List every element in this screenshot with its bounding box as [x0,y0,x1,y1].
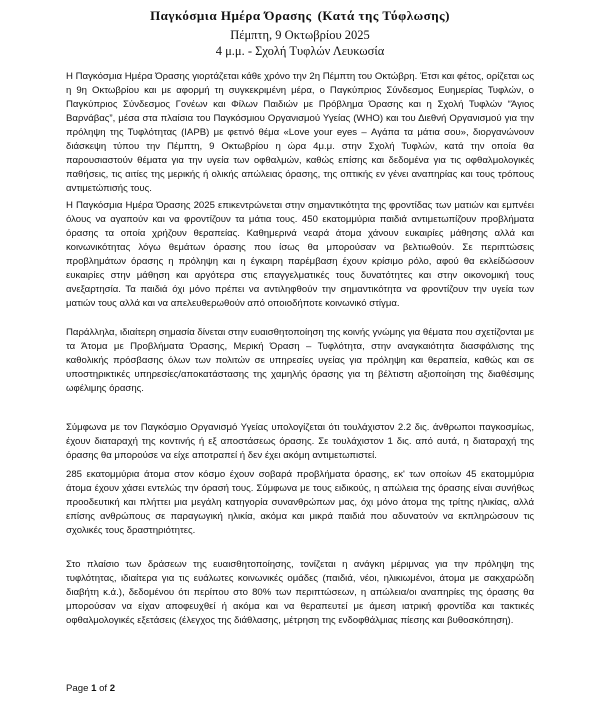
event-date: Πέμπτη, 9 Οκτωβρίου 2025 [230,28,370,42]
page-number [66,683,115,694]
page-current: 1 [91,683,97,694]
paragraph-3: Παράλληλα, ιδιαίτερη σημασία δίνεται στην ευαισθητοποίηση της κοινής γνώμης για θέματα που σχετίζονται με τα Άτομα με Προβλήματα Όρασης, Μερική Όραση – Τυφλότητα, στην αναγκαιότητα διασφάλισης της καθολικής πρόσβασης όλων των πολιτών σε υπηρεσίες υγείας για πρόληψη και θεραπεία, καθώς και σε υποστηρικτικές υπηρεσίες/αποκατάστασης της χαμηλής όρασης για τη βέλτιστη αξιοποίηση της διαθέσιμης ωφέλιμης όρασης. [66,327,534,394]
page-word: Page [66,683,89,694]
document-title [0,8,600,24]
page-total: 2 [109,683,116,694]
paragraph-6: Στο πλαίσιο των δράσεων της ευαισθητοποίησης, τονίζεται η ανάγκη μέριμνας για την πρόληψη της τυφλότητας, ιδιαίτερα για τις ευάλωτες κοινωνικές ομάδες (παιδιά, νέοι, ηλικιωμένοι, άτομα με σακχαρώδη διαβήτη κ.ά.), δεδομένου ότι περίπου στο 80% των περιπτώσεων, η απώλεια/οι αναπηρίες της όρασης θα μπορούσαν να είχαν αποφευχθεί ή ακόμα και να θεραπευτεί με άμεση ιατρική φροντίδα και τακτικές οφθαλμολογικές εξετάσεις (έλεγχος της διάθλασης, μέτρηση της ενδοφθάλμιας πίεσης και βυθοσκόπηση). [66,559,534,626]
title-parenthetical: (Κατά της Τύφλωσης) [317,8,450,23]
title-main: Παγκόσμια Ημέρα Όρασης [150,8,312,23]
paragraph-4: Σύμφωνα με τον Παγκόσμιο Οργανισμό Υγείας υπολογίζεται ότι τουλάχιστον 2.2 δις. άνθρωποι παγκοσμίως, έχουν διαταραχή της κοντινής ή εξ αποστάσεως όρασης. Σε τουλάχιστον 1 δις. από αυτά, η διαταραχή της όρασης θα μπορούσε να είχε αποτραπεί ή δεν έχει ακόμη αντιμετωπιστεί. [66,422,534,461]
paragraph-5: 285 εκατομμύρια άτομα στον κόσμο έχουν σοβαρά προβλήματα όρασης, εκ' των οποίων 45 εκατομμύρια άτομα έχουν χάσει εντελώς την όρασή τους. Σύμφωνα με τους ειδικούς, η απώλεια της όρασης είναι συνήθως προοδευτική και πλήττει μια μεγάλη κατηγορία συνανθρώπων μας, όχι μόνο άτομα της τρίτης ηλικίας, αλλά επίσης ανθρώπους σε παραγωγική ηλικία, ακόμα και μικρά παιδιά που αδυνατούν να εκπληρώσουν τις σχολικές τους δραστηριότητες. [66,469,534,536]
event-time-location: 4 μ.μ. - Σχολή Τυφλών Λευκωσία [215,44,385,58]
paragraph-2: Η Παγκόσμια Ημέρα Όρασης 2025 επικεντρώνεται στην σημαντικότητα της φροντίδας των ματιών και εμπνέει όλους να αγαπούν και να φροντίζουν τα μάτια τους. 450 εκατομμύρια παιδιά αντιμετωπίζουν προβλήματα όρασης τα οποία χρήζουν θεραπείας. Καθημερινά νεαρά άτομα χάνουν ευκαιρίες μάθησης αλλά και κοινωνικότητας λόγω θεμάτων όρασης που ίσως θα μπορούσαν να βελτιωθούν. Σε περιπτώσεις προβλημάτων όρασης η πρόληψη και η έγκαιρη παρέμβαση έχουν κρίσιμο ρόλο, αφού θα εκλείδώσουν ευκαιρίες στην μάθηση και αργότερα στις επαγγελματικές τους δυνατότητες και στην οικονομική τους ανεξαρτησία. Τα παιδιά όχι μόνο πρέπει να αντιληφθούν την σημαντικότητα να φροντίζουν την υγεία των ματιών τους αλλά και να απελευθερωθούν από οποιοδήποτε κοινωνικό στίγμα. [66,200,534,309]
paragraph-1: Η Παγκόσμια Ημέρα Όρασης γιορτάζεται κάθε χρόνο την 2η Πέμπτη του Οκτώβρη. Έτσι και φέτος, ορίζεται ως η 9η Οκτωβρίου και με αφορμή τη συγκεκριμένη μέρα, ο Παγκύπριος Σύνδεσμος Ευημερίας Τυφλών, ο Παγκύπριος Σύνδεσμος Γονέων και Φίλων Παιδιών με Πρόβλημα Όρασης και η Σχολή Τυφλών “Άγιος Βαρνάβας”, μέσα στα πλαίσια του Παγκόσμιου Οργανισμού Υγείας (WHO) και του Διεθνή Οργανισμού για την πρόληψη της Τυφλότητας (IAPB) με φετινό θέμα «Love your eyes – Αγάπα τα μάτια σου», διοργανώνουν διάσκεψη τύπου την Πέμπτη, 9 Οκτωβρίου η ώρα 4μ.μ. στην Σχολή Τυφλών, κατά την οποία θα παρουσιαστούν θέματα για την υγεία των οφθαλμών, καθώς επίσης και δεδομένα για τις οφθαλμολογικές παθήσεις, τις αιτίες της μερικής ή ολικής απώλειας όρασης, της οπτικής εν γένει αναπηρίας και τους τρόπους αντιμετώπισής τους. [66,71,534,194]
page-of: of [99,683,108,694]
